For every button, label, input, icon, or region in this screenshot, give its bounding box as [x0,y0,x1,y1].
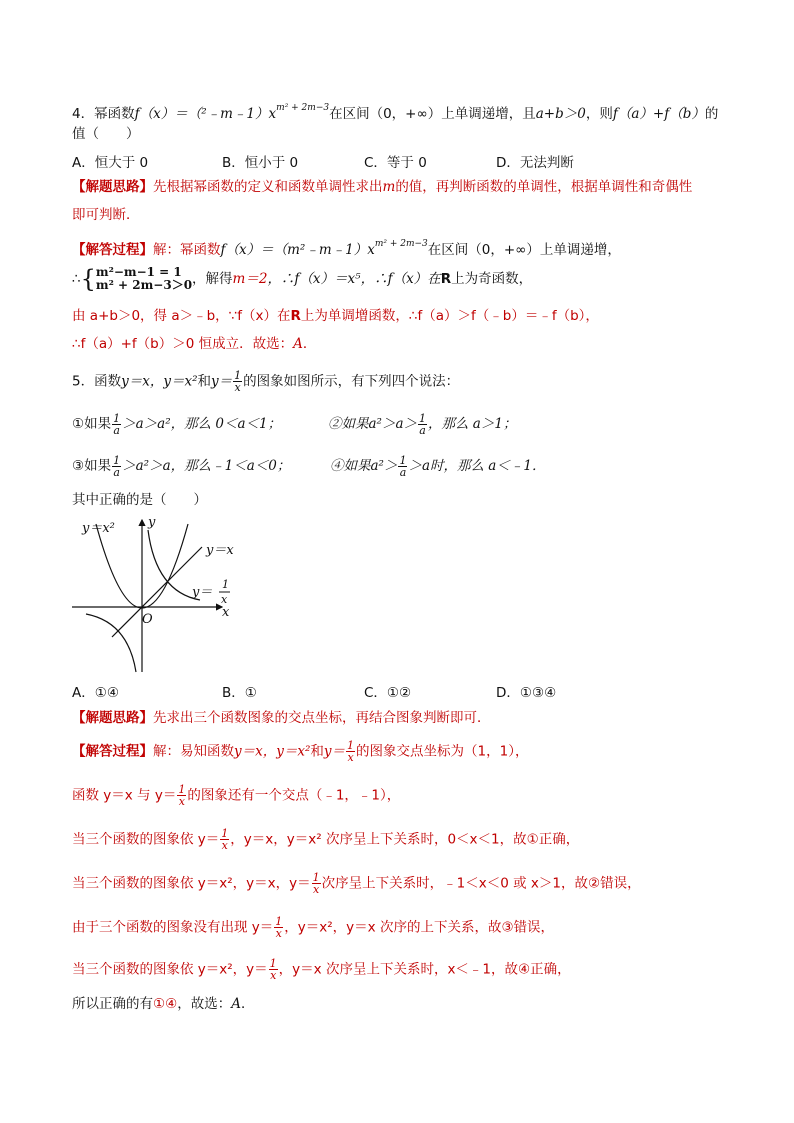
q5-stem-prefix: 5．函数 [72,373,122,390]
q5-process-4 [72,872,734,895]
fraction-denominator: x [221,839,228,852]
q4-idea-text-a: 先根据幂函数的定义和函数单调性求出 [153,179,383,195]
q5-option-d: D．①③④ [496,685,557,701]
fraction-numerator: 1 [269,957,277,970]
fraction-one-over-x [220,828,229,851]
q5-option-b: B．① [222,685,257,701]
q4-stem-prefix: 4．幂函数 [72,106,135,122]
q4-function-exponent: m² + 2m−3 [276,103,330,113]
fraction-one-over-x [269,958,278,981]
label-square: y＝x² [82,521,115,536]
q4-function-coef: ²﹣m﹣1） [201,106,269,122]
statement-1-text: ＞a＞a²，那么 0＜a＜1； [122,416,282,432]
q5-process-tag: 【解答过程】 [72,743,153,760]
statement-2-prefix: ②如果a²＞a＞ [328,416,418,432]
q5-process-1-functions: y＝x，y＝x² [234,743,311,760]
q4-function-x: x [268,106,277,122]
statement-4-text: ＞a时，那么 a＜﹣1． [408,458,546,474]
q4-solve-text: ，解得 [192,271,233,287]
q4-line-d [72,334,734,354]
q4-process-exponent: m² + 2m−3 [374,239,428,249]
q4-idea-tag: 【解题思路】 [72,179,153,195]
q5-process-7 [72,994,734,1014]
q4-process [72,234,734,260]
q5-option-c: C．①② [364,685,412,701]
label-y-axis: y [148,515,156,530]
q5-and: 和 [197,373,211,390]
q4-process-x: x [367,242,375,258]
q4-conclusion-end: ． [302,336,317,352]
fraction-one-over-x [312,872,321,895]
q4-idea-line2: 即可判断． [72,207,140,223]
fraction-one-over-a [418,413,427,436]
q4-stem-line2: 值（ ） [72,126,140,142]
fraction-denominator: x [270,969,277,982]
q5-process-5-result: ，y＝x²，y＝x 次序的上下关系，故③错误， [284,919,555,936]
q5-answer: A [231,996,241,1012]
fraction-one-over-x [346,740,355,763]
q5-process-1-y: y＝ [323,743,346,760]
fraction-denominator: x [234,381,241,394]
q4-stem [72,98,734,124]
statement-4-prefix: ④如果a²＞ [330,458,398,474]
fraction-one-over-a [398,455,407,478]
fraction-denominator: a [419,423,426,437]
q4-stem-then: ，则 [585,106,613,122]
fraction-numerator: 1 [347,739,355,752]
q5-statement-4 [330,454,545,478]
q5-process-1-text: 解：易知函数 [153,743,234,760]
fraction-numerator: 1 [113,411,121,425]
q4-idea [72,177,734,197]
q5-statement-1 [72,412,281,436]
q5-idea [72,708,734,728]
q4-answer: A [293,336,303,352]
fraction-one-over-x [177,784,186,807]
q5-process-6-result: ，y＝x 次序呈上下关系时，x＜﹣1，故④正确， [278,961,571,978]
fraction-numerator: 1 [178,783,186,796]
therefore-symbol: ∴ [72,271,81,287]
fraction-one-over-a [112,455,121,478]
q5-process-5-text: 由于三个函数的图象没有出现 y＝ [72,919,274,936]
q4-solution-m: m＝2 [232,271,268,287]
q5-functions: y＝x，y＝x² [121,373,198,390]
fraction-numerator: 1 [234,369,242,382]
fraction-one-over-a [112,413,121,436]
q5-correct-statements: ①④ [153,996,178,1012]
q5-idea-tag: 【解题思路】 [72,710,153,726]
q4-option-d: D．无法判断 [496,155,574,171]
fraction-numerator: 1 [312,871,320,884]
q4-option-c: C．等于 0 [364,155,427,171]
q4-odd-function: 上为奇函数， [451,271,533,287]
q4-stem-mid: 在区间（0，+∞）上单调递增，且 [329,106,536,122]
fraction-denominator: x [347,751,354,764]
q5-process-3 [72,828,734,851]
q5-process-6 [72,958,734,981]
q4-line-c [72,306,734,326]
q5-stem [72,370,734,393]
q4-option-b: B．恒小于 0 [222,155,299,171]
q5-process-4-text: 当三个函数的图象依 y＝x²，y＝x，y＝ [72,875,311,892]
q5-process-7-end: ． [240,996,255,1012]
q4-process-range: 在区间（0，+∞）上单调递增， [427,242,621,258]
q5-process-7-choose: ，故选： [177,996,232,1012]
statement-1-prefix: ①如果 [72,416,112,432]
fraction-denominator: a [113,465,120,479]
q4-expression: f（a）+f（b） [612,106,705,122]
q5-process-5 [72,916,734,939]
q5-statement-3 [72,454,290,478]
function-graph [72,512,262,677]
q4-line-c-real: R [290,308,301,324]
fraction-denominator: x [313,883,320,896]
q5-question: 其中正确的是（ ） [72,492,207,508]
q4-process-tag: 【解答过程】 [72,242,153,258]
label-linear: y＝x [206,543,234,558]
fraction-one-over-x [274,916,283,939]
q5-process-1-result: 的图象交点坐标为（1，1）， [356,743,529,760]
fraction-denominator: x [178,795,185,808]
q4-function: f（x）＝（ [134,106,202,122]
fraction-numerator: 1 [275,915,283,928]
q4-option-a: A．恒大于 0 [72,155,149,171]
q5-statement-2 [328,412,516,436]
label-origin: O [142,612,153,627]
q4-stem-end: 的 [704,106,719,122]
fraction-numerator: 1 [419,411,427,425]
q5-process-4-result: 次序呈上下关系时，﹣1＜x＜0 或 x＞1，故②错误， [321,875,641,892]
fraction-denominator: a [399,465,407,479]
q5-process-3-result: ，y＝x，y＝x² 次序呈上下关系时，0＜x＜1，故①正确， [230,831,580,848]
q4-equation-2: m² + 2m−3＞0 [95,278,193,292]
fraction-numerator: 1 [221,827,229,840]
q5-process-7-text: 所以正确的有 [72,996,153,1012]
q5-reciprocal-y: y＝ [211,373,233,390]
curve-reciprocal-q3 [86,614,136,672]
q5-process-2-result: 的图象还有一个交点（﹣1，﹣1）， [187,787,401,804]
fraction-numerator: 1 [399,453,407,467]
q4-equation-1: m²−m−1 = 1 [95,265,182,279]
statement-2-text: ，那么 a＞1； [428,416,517,432]
statement-3-prefix: ③如果 [72,458,112,474]
q5-process-2 [72,784,734,807]
left-brace-icon: { [80,265,96,293]
q4-condition: a+b＞0 [535,106,586,122]
q4-system-line [72,266,734,292]
q4-process-function: f（x）＝（m²﹣m﹣1） [220,242,368,258]
q4-line-c-text-b: 上为单调增函数，∴f（a）＞f（﹣b）＝﹣f（b）， [300,308,599,324]
statement-3-text: ＞a²＞a，那么﹣1＜a＜0； [122,458,291,474]
fraction-numerator: 1 [113,453,121,467]
q5-process-2-text: 函数 y＝x 与 y＝ [72,787,177,804]
fraction-one-over-x [233,370,242,393]
fraction-denominator: x [275,927,282,940]
fraction-denominator: a [113,423,120,437]
q4-idea-m: m [382,179,396,195]
q4-process-text: 解：幂函数 [153,242,221,258]
q4-idea-text-b: 的值，再判断函数的单调性，根据单调性和奇偶性 [395,179,693,195]
label-reciprocal-numerator: 1 [222,578,229,591]
q5-option-a: A．①④ [72,685,119,701]
q4-conclusion: ∴f（a）+f（b）＞0 恒成立．故选： [72,336,294,352]
q5-stem-suffix: 的图象如图所示，有下列四个说法： [243,373,460,390]
label-reciprocal-denominator: x [221,593,228,606]
q4-equation-system [96,266,192,292]
label-x-axis: x [222,605,230,620]
q4-line-c-text: 由 a+b＞0，得 a＞﹣b，∵f（x）在 [72,308,291,324]
q5-process-3-text: 当三个函数的图象依 y＝ [72,831,220,848]
q5-process-6-text: 当三个函数的图象依 y＝x²，y＝ [72,961,268,978]
line-identity [112,547,202,637]
q5-idea-text: 先求出三个函数图象的交点坐标，再结合图象判断即可． [153,710,491,726]
q4-real-set: R [440,271,452,287]
label-reciprocal: y＝ [192,585,213,600]
q5-process-1-and: 和 [310,743,324,760]
q4-solution-func: ，∴f（x）＝x⁵，∴f（x）在 [267,271,441,287]
q5-process-1 [72,740,734,763]
